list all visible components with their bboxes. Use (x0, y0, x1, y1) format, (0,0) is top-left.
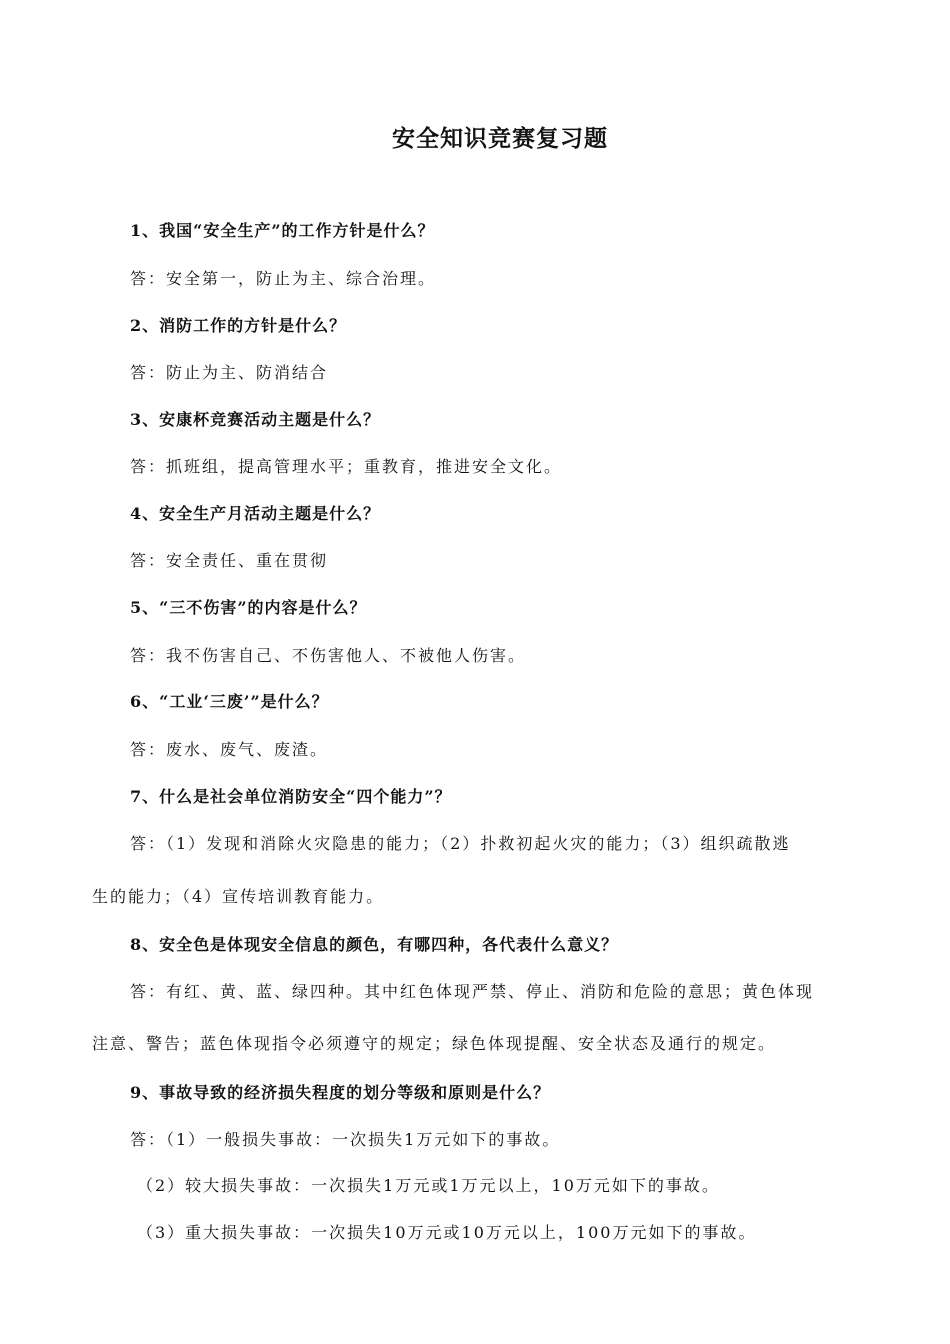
answer-4: 答：安全责任、重在贯彻 (130, 551, 329, 570)
question-1: 1、我国“安全生产”的工作方针是什么？ (130, 221, 435, 240)
question-2: 2、消防工作的方针是什么？ (130, 316, 347, 335)
answer-2: 答：防止为主、防消结合 (130, 363, 329, 382)
question-5: 5、“三不伤害”的内容是什么？ (130, 598, 367, 617)
answer-3: 答：抓班组，提高管理水平；重教育，推进安全文化。 (130, 457, 563, 476)
answer-1: 答：安全第一，防止为主、综合治理。 (130, 269, 437, 288)
document-title: 安全知识竞赛复习题 (392, 125, 608, 152)
question-6: 6、“工业‘三废’”是什么？ (130, 692, 329, 711)
question-9: 9、事故导致的经济损失程度的划分等级和原则是什么？ (130, 1083, 551, 1102)
answer-9: 答：（1）一般损失事故：一次损失1万元如下的事故。 (130, 1130, 561, 1149)
answer-9-item-3: （3）重大损失事故：一次损失10万元或10万元以上，100万元如下的事故。 (137, 1223, 757, 1242)
answer-7: 答：（1）发现和消除火灾隐患的能力；（2）扑救初起火灾的能力；（3）组织疏散逃 (130, 834, 791, 853)
answer-5: 答：我不伤害自己、不伤害他人、不被他人伤害。 (130, 646, 527, 665)
answer-6: 答：废水、废气、废渣。 (130, 740, 329, 759)
answer-9-item-2: （2）较大损失事故：一次损失1万元或1万元以上，10万元如下的事故。 (137, 1176, 720, 1195)
question-8: 8、安全色是体现安全信息的颜色，有哪四种，各代表什么意义？ (130, 935, 619, 954)
question-3: 3、安康杯竞赛活动主题是什么？ (130, 410, 381, 429)
answer-7-continued: 生的能力；（4）宣传培训教育能力。 (92, 887, 385, 906)
question-7: 7、什么是社会单位消防安全“四个能力”？ (130, 787, 452, 806)
question-4: 4、安全生产月活动主题是什么？ (130, 504, 381, 523)
answer-8-continued: 注意、警告；蓝色体现指令必须遵守的规定；绿色体现提醒、安全状态及通行的规定。 (92, 1034, 777, 1053)
answer-8: 答：有红、黄、蓝、绿四种。其中红色体现严禁、停止、消防和危险的意思；黄色体现 (130, 982, 815, 1001)
